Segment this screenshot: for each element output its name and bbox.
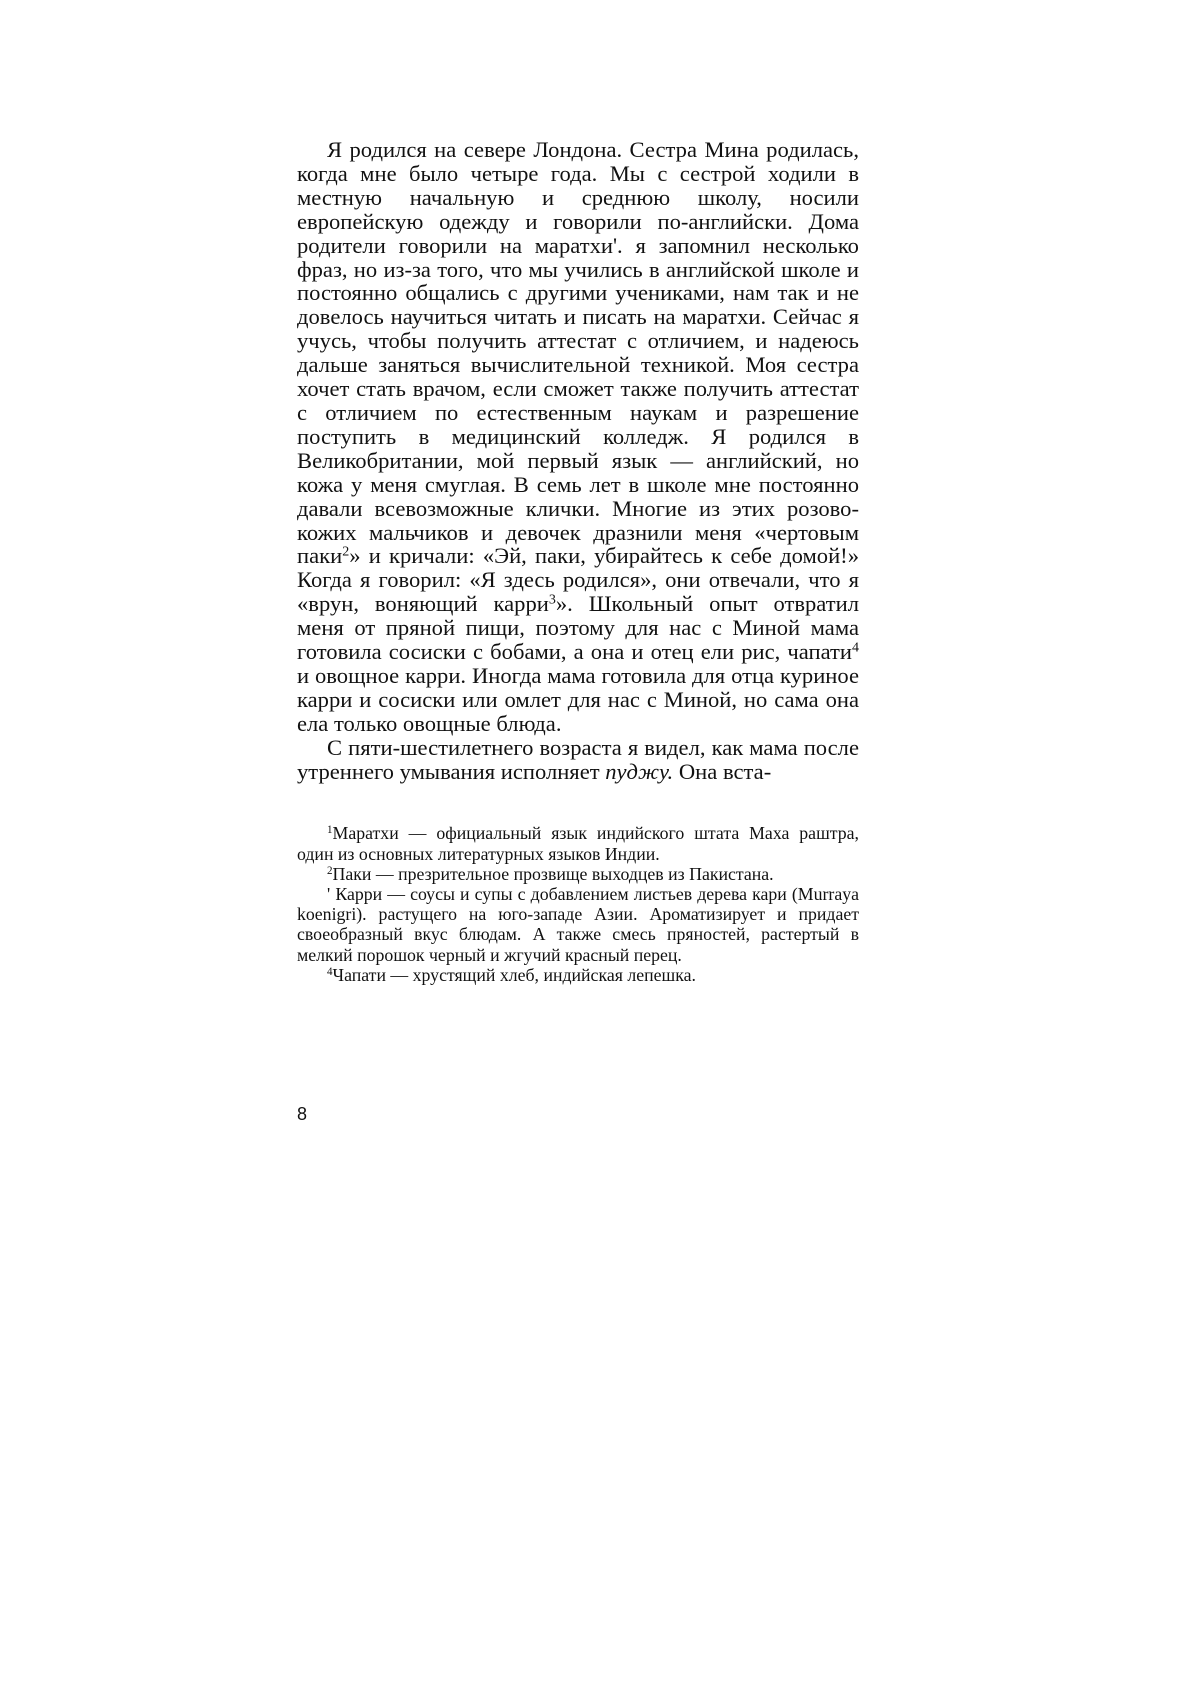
paragraph-2-part-1: С пяти-шестилетнего возраста я видел, как мама после утреннего умывания исполняет xyxy=(297,734,859,784)
footnotes xyxy=(297,823,859,985)
paragraph-1-part-1: Я родился на севере Лондона. Сестра Мина родилась, когда мне было четыре года. Мы с сестрой ходили в местную начальную и среднюю школу, носили европейскую одежду и говорили по-английски. Дома родители говорили на маратхи xyxy=(297,137,859,258)
paragraph-1-part-3: » и кричали: «Эй, паки, убирайтесь к себе домой!» Когда я говорил: «Я здесь родился», они отвечали, что я «врун, воняющий карри xyxy=(297,543,859,617)
footnote-mark-1: ' xyxy=(612,232,618,258)
footnote-4-text: Чапати — хрустящий хлеб, индийская лепешка. xyxy=(332,964,696,985)
paragraph-1-part-2: . я запомнил несколько фраз, но из-за того, что мы учились в английской школе и постоянно общались с другими учениками, нам так и не довелось научиться читать и писать на маратхи. Сейчас я учусь, чтобы получить аттестат с отличием, и надеюсь дальше заняться вычислительной техникой. Моя сестра хочет стать врачом, если сможет также получить аттестат с отличием по естественным наукам и разрешение поступить в медицинский колледж. Я родился в Великобритании, мой первый язык — английский, но кожа у меня смуглая. В семь лет в школе мне постоянно давали всевозможные клички. Многие из этих розово-кожих мальчиков и девочек дразнили меня «чертовым паки xyxy=(297,232,859,569)
footnote-4-mark: 4 xyxy=(327,965,333,978)
footnote-1 xyxy=(297,823,859,863)
footnote-2 xyxy=(297,864,859,884)
footnote-3-text: Карри — соусы и супы с добавлением листьев дерева кари (Murraya koenigri). растущего на юго-западе Азии. Ароматизирует и придает своеобразный вкус блюдам. А также смесь пряностей, растертый в мелкий порошок черный и жгучий красный перец. xyxy=(297,884,859,965)
footnote-2-text: Паки — презрительное прозвище выходцев из Пакистана. xyxy=(332,863,774,884)
paragraph-2-part-2: Она вста- xyxy=(673,758,772,784)
footnote-1-mark: 1 xyxy=(327,824,333,837)
paragraph-1 xyxy=(297,138,859,736)
footnote-mark-4: 4 xyxy=(852,640,859,656)
page-number: 8 xyxy=(297,1104,308,1124)
footnote-3-mark: ' xyxy=(327,884,331,905)
body-text xyxy=(297,138,859,783)
emphasis-pudzhu: пуджу. xyxy=(605,758,674,784)
footnote-3 xyxy=(297,884,859,965)
footnote-mark-2: 2 xyxy=(342,544,350,560)
page-content xyxy=(297,138,859,985)
footnote-2-mark: 2 xyxy=(327,864,333,877)
footnote-1-text: Маратхи — официальный язык индийского штата Маха раштра, один из основных литературных языков Индии. xyxy=(297,823,859,864)
paragraph-2 xyxy=(297,736,859,784)
footnote-4 xyxy=(297,965,859,985)
paragraph-1-part-4: ». Школьный опыт отвратил меня от пряной пищи, поэтому для нас с Миной мама готовила сосиски с бобами, а она и отец ели рис, чапати xyxy=(297,591,859,665)
paragraph-1-part-5: и овощное карри. Иногда мама готовила для отца куриное карри и сосиски или омлет для нас с Миной, но сама она ела только овощные блюда. xyxy=(297,662,859,736)
footnote-mark-3: 3 xyxy=(548,592,556,608)
